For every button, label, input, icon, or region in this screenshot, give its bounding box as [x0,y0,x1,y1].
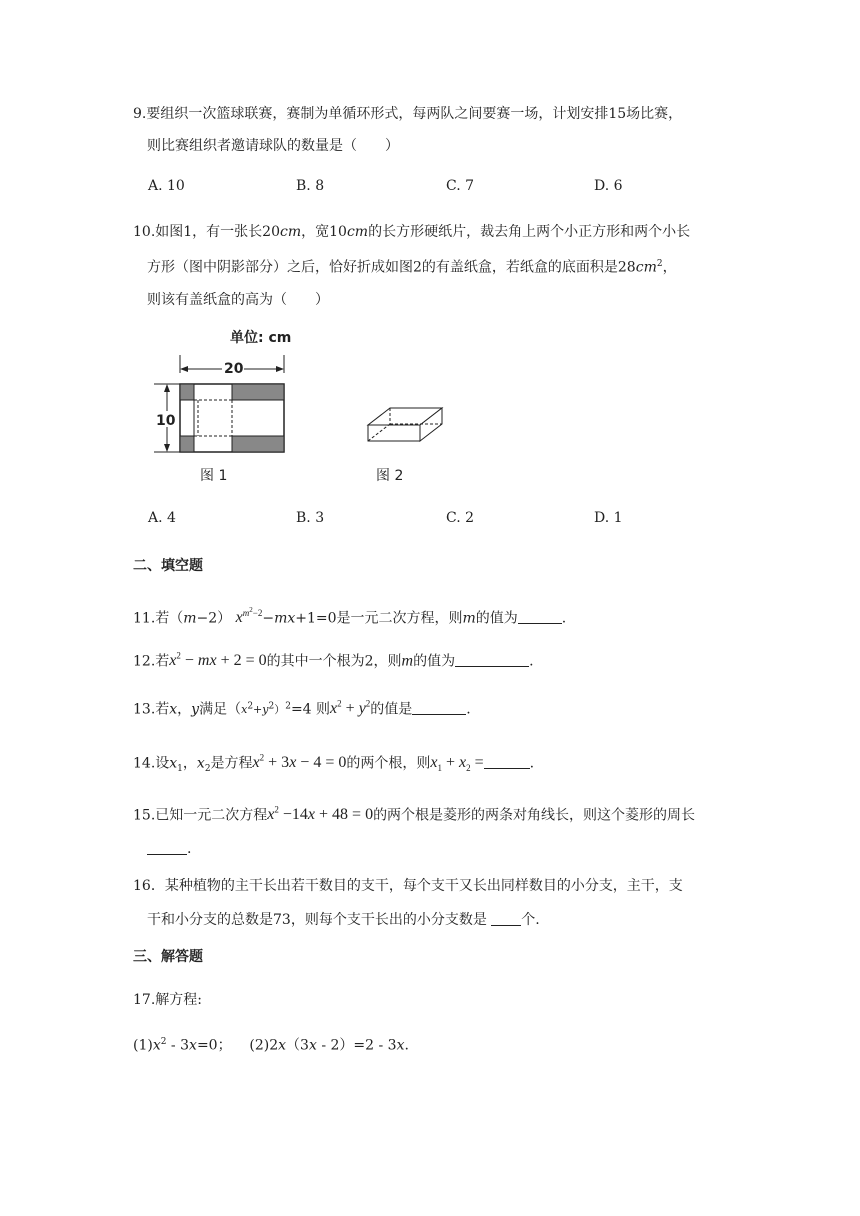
question-13: 13.若x，y满足$(x^2+y^2)^2=4$ 则$x^2 + y^2$的值是 . [133,699,471,718]
fig1-caption: 图 1 [200,468,228,484]
question-17-parts: $(1)x^2 - 3x=0$； (2)2x（3x - 2）=2 - 3x. [133,1037,409,1054]
q9-option-a: A. 10 [148,178,185,194]
q9-option-c: C. 7 [446,178,475,194]
q15-blank [147,840,187,855]
q10-figures [150,325,460,490]
fig1-width-label: 10 [156,413,176,429]
q11-blank [518,609,562,624]
q9-option-d: D. 6 [594,178,623,194]
q9-line1: 9.要组织一次篮球联赛，赛制为单循环形式，每两队之间要赛一场，计划安排15场比赛， [133,106,683,122]
fig1-unit: 单位: cm [230,330,292,346]
section-solutions: 三、解答题 [133,949,203,965]
question-11: 11.若（m−2） $x^{m^2-2}-mx+1=0$是一元二次方程，则m的值为 . [133,606,567,627]
q10-line1: 10.如图1，有一张长20cm，宽10cm的长方形硬纸片，裁去角上两个小正方形和两个小长 [133,224,691,240]
question-16: 16．某种植物的主干长出若干数目的支干，每个支干又长出同样数目的小分支，主干，支 干和小分支的总数是73，则每个支干长出的小分支数是 个. [133,878,683,928]
q10-option-d: D. 1 [594,510,623,526]
question-15: 15.已知一元二次方程$x^2 -14x + 48 = 0$的两个根是菱形的两条对角线长，则这个菱形的周长 . [133,805,696,858]
q14-blank [484,754,530,769]
question-10 [133,222,690,310]
question-17-title: 17.解方程: [133,992,202,1008]
q10-option-b: B. 3 [296,510,325,526]
q16-blank [491,911,521,926]
question-12: 12.若$x^2$ − mx + 2 = 0的其中一个根为2，则m的值为 . [133,651,534,670]
fig2-caption: 图 2 [376,468,404,484]
question-9 [133,104,682,156]
q10-option-a: A. 4 [148,510,176,526]
fig1-length-label: 20 [224,361,244,377]
q9-option-b: B. 8 [296,178,325,194]
q10-line3: 则该有盖纸盒的高为（ ） [147,291,329,308]
q9-line2: 则比赛组织者邀请球队的数量是（ ） [147,138,399,154]
q12-blank [455,652,529,667]
q10-line2: 方形（图中阴影部分）之后，恰好折成如图2的有盖纸盒，若纸盒的底面积是$28cm^2$， [147,259,677,276]
q13-blank [412,700,466,715]
section-fill-in-blank: 二、填空题 [133,558,203,574]
q10-option-c: C. 2 [446,510,475,526]
question-14: 14.设$x_1$，$x_2$是方程$x^2 + 3x - 4 = 0$的两个根，则$x_1 + x_2$ = . [133,753,535,775]
